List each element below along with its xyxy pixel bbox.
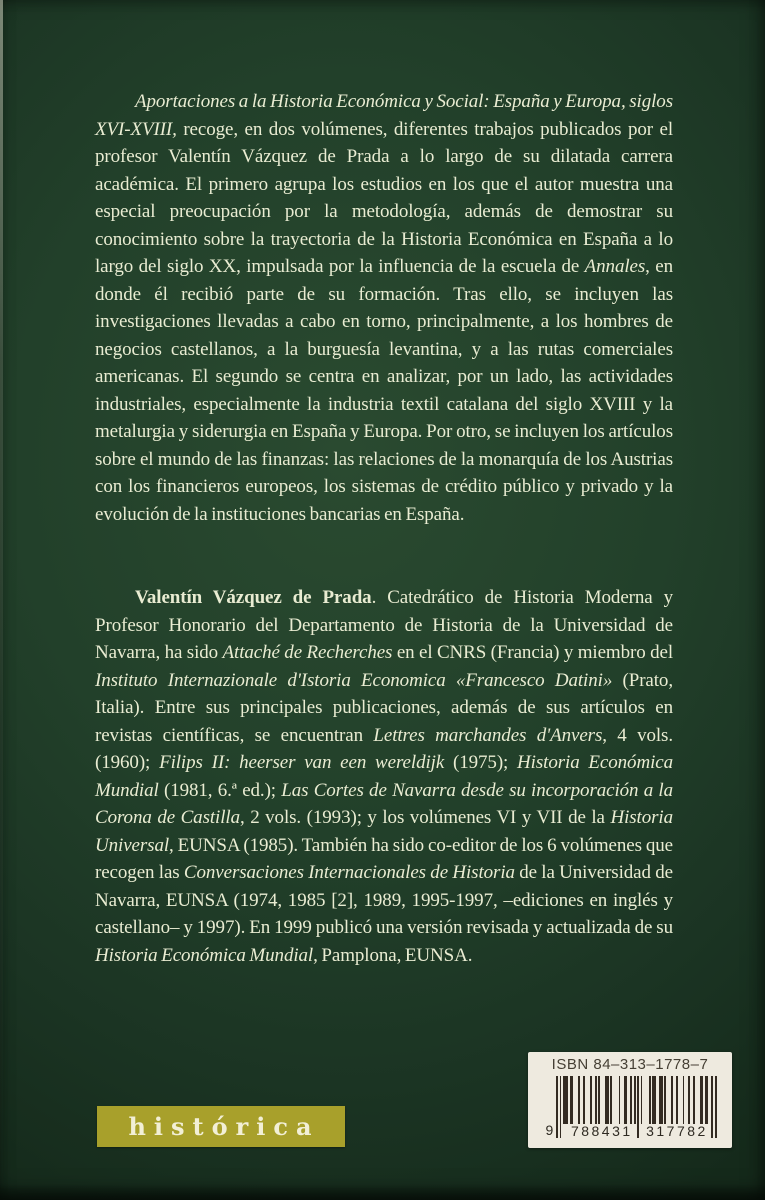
barcode-bars-wrap	[556, 1076, 716, 1138]
bio-text-9: de la Universidad de Navarra, EUNSA (1974, 1985 [2], 1989, 1995-1997, –ediciones en inglés y castellano– y 1997). En 1999 publicó una versión revisada y actualizada de su	[95, 862, 673, 938]
bio-text-6: (1981, 6.ª ed.);	[158, 779, 282, 801]
bio-italic-4: Filips II: heerser van een wereldijk	[159, 752, 445, 773]
bio-text-10: , Pamplona, EUNSA.	[313, 944, 473, 966]
bio-text-8: , EUNSA (1985). También ha sido co-editor de los 6 volúmenes que recogen las	[95, 834, 673, 883]
author-bio-paragraph	[95, 584, 673, 969]
ean-lead-digit: 9	[545, 1122, 554, 1138]
bio-italic-6: Las Cortes de Navarra desde su incorporación a la Corona de Castilla	[95, 779, 673, 828]
bio-italic-7: Historia Universal	[95, 807, 673, 856]
ean-right-group: 317782	[643, 1124, 711, 1139]
book-title-italic: Aportaciones a la Historia Económica y Social: España y Europa, siglos XVI-XVIII,	[95, 91, 673, 140]
bio-italic-1: Attaché de Recherches	[222, 642, 393, 663]
isbn-number: ISBN 84–313–1778–7	[551, 1056, 709, 1073]
bio-text-1: . Catedrático de Historia Moderna y Profesor Honorario del Departamento de Historia de la Universidad de Navarra, ha sido	[95, 587, 673, 663]
bio-text-3: (Prato, Italia). Entre sus principales publicaciones, además de sus artículos en revistas científicas, se encuentran	[95, 669, 673, 746]
isbn-barcode-label	[528, 1052, 732, 1148]
historica-collection-logo	[97, 1106, 345, 1147]
bio-text-2: en el CNRS (Francia) y miembro del	[392, 642, 673, 663]
ean-left-group: 788431	[568, 1124, 636, 1139]
synopsis-text-2: , en donde él recibió parte de su formación. Tras ello, se incluyen las investigaciones llevadas a cabo en torno, principalmente, a los hombres de negocios castellanos, a la burguesía levantina, y a las rutas comerciales americanas. El segundo se centra en analizar, por un lado, las actividades industriales, especialmente la industria textil catalana del siglo XVIII y la metalurgia y siderurgia en España y Europa. Por otro, se incluyen los artículos sobre el mundo de las finanzas: las relaciones de la monarquía de los Austrias con los financieros europeos, los sistemas de crédito público y privado y la evolución de la instituciones bancarias en España.	[95, 256, 673, 525]
bio-italic-5: Historia Económica Mundial	[95, 752, 673, 801]
annales-italic: Annales	[584, 256, 646, 277]
bio-italic-3: Lettres marchandes d'Anvers	[373, 724, 603, 746]
author-name-bold: Valentín Vázquez de Prada	[135, 587, 372, 608]
bio-italic-9: Historia Económica Mundial	[95, 944, 314, 966]
synopsis-paragraph	[95, 88, 673, 528]
synopsis-text-1: recoge, en dos volúmenes, diferentes trabajos publicados por el profesor Valentín Vázquez de Prada a lo largo de su dilatada carrera académica. El primero agrupa los estudios en los que el autor muestra una especial preocupación por la metodología, además de demostrar su conocimiento sobre la trayectoria de la Historia Económica en España a lo largo del siglo XX, impulsada por la influencia de la escuela de	[95, 118, 673, 277]
bio-italic-2: Instituto Internazionale d'Istoria Economica «Francesco Datini»	[95, 669, 613, 691]
bio-text-7: , 2 vols. (1993); y los volúmenes VI y VII de la	[240, 807, 611, 828]
bio-text-4: , 4 vols. (1960);	[95, 724, 673, 773]
bio-italic-8: Conversaciones Internacionales de Historia	[183, 862, 515, 883]
ean-digit-groups	[564, 1123, 714, 1139]
ean-barcode	[528, 1076, 732, 1138]
historica-logo-text: histórica	[128, 1111, 320, 1141]
bio-text-5: (1975);	[444, 752, 518, 773]
